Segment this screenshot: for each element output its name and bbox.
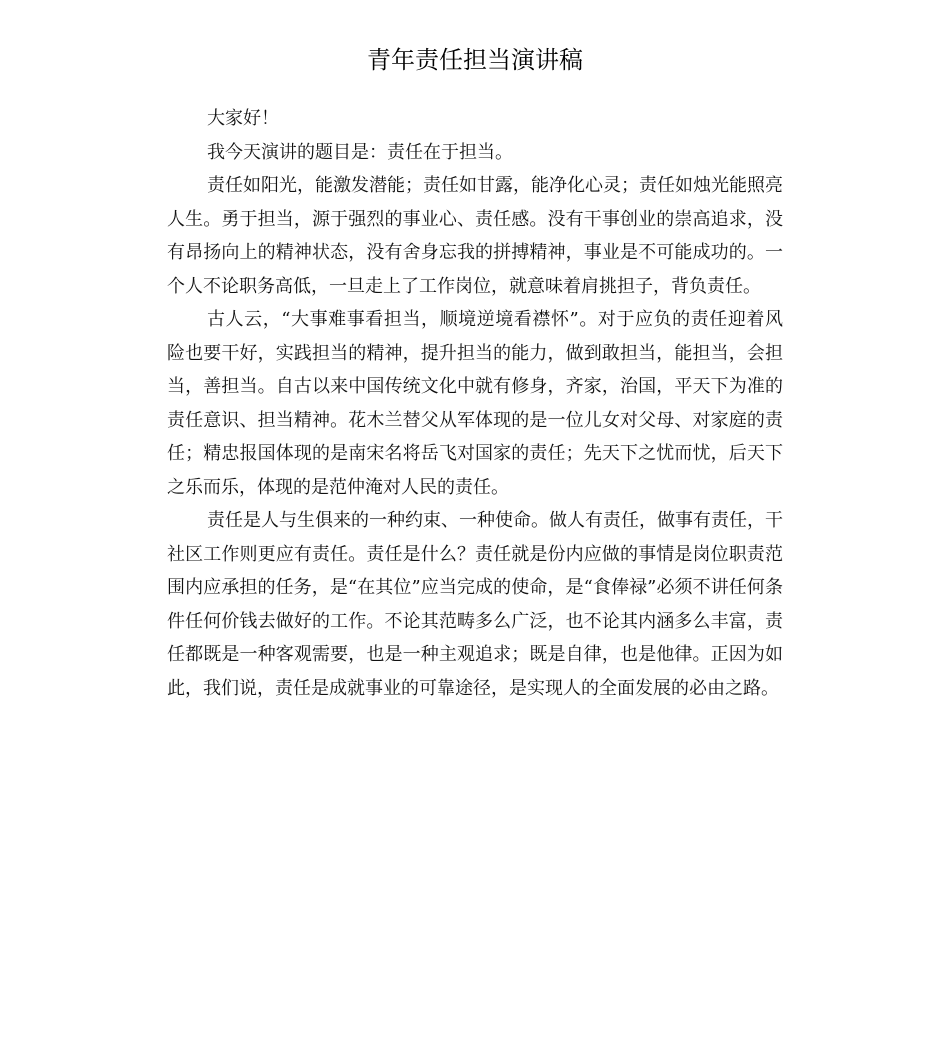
paragraph-1: 责任如阳光，能激发潜能；责任如甘露，能净化心灵；责任如烛光能照亮人生。勇于担当，源于强烈的事业心、责任感。没有干事创业的崇高追求，没有昂扬向上的精神状态，没有舍身忘我的拼搏精神，事业是不可能成功的。一个人不论职务高低，一旦走上了工作岗位，就意味着肩挑担子，背负责任。: [167, 175, 783, 297]
paragraph-3: 责任是人与生俱来的一种约束、一种使命。做人有责任，做事有责任，干社区工作则更应有责任。责任是什么？责任就是份内应做的事情是岗位职责范围内应承担的任务，是“在其位”应当完成的使命，是“食俸禄”必须不讲任何条件任何价钱去做好的工作。不论其范畴多么广泛，也不论其内涵多么丰富，责任都既是一种客观需要，也是一种主观追求；既是自律，也是他律。正因为如此，我们说，责任是成就事业的可靠途径，是实现人的全面发展的必由之路。: [167, 510, 783, 699]
document-title: 青年责任担当演讲稿: [367, 46, 583, 74]
paragraph-topic: 我今天演讲的题目是：责任在于担当。: [207, 141, 513, 163]
paragraph-2: 古人云，“大事难事看担当，顺境逆境看襟怀”。对于应负的责任迎着风险也要干好，实践担当的精神，提升担当的能力，做到敢担当，能担当，会担当，善担当。自古以来中国传统文化中就有修身，齐家，治国，平天下为准的责任意识、担当精神。花木兰替父从军体现的是一位儿女对父母、对家庭的责任；精忠报国体现的是南宋名将岳飞对国家的责任；先天下之忧而忧，后天下之乐而乐，体现的是范仲淹对人民的责任。: [167, 309, 783, 498]
paragraph-greeting: 大家好！: [207, 108, 279, 129]
document-body: [167, 102, 783, 705]
